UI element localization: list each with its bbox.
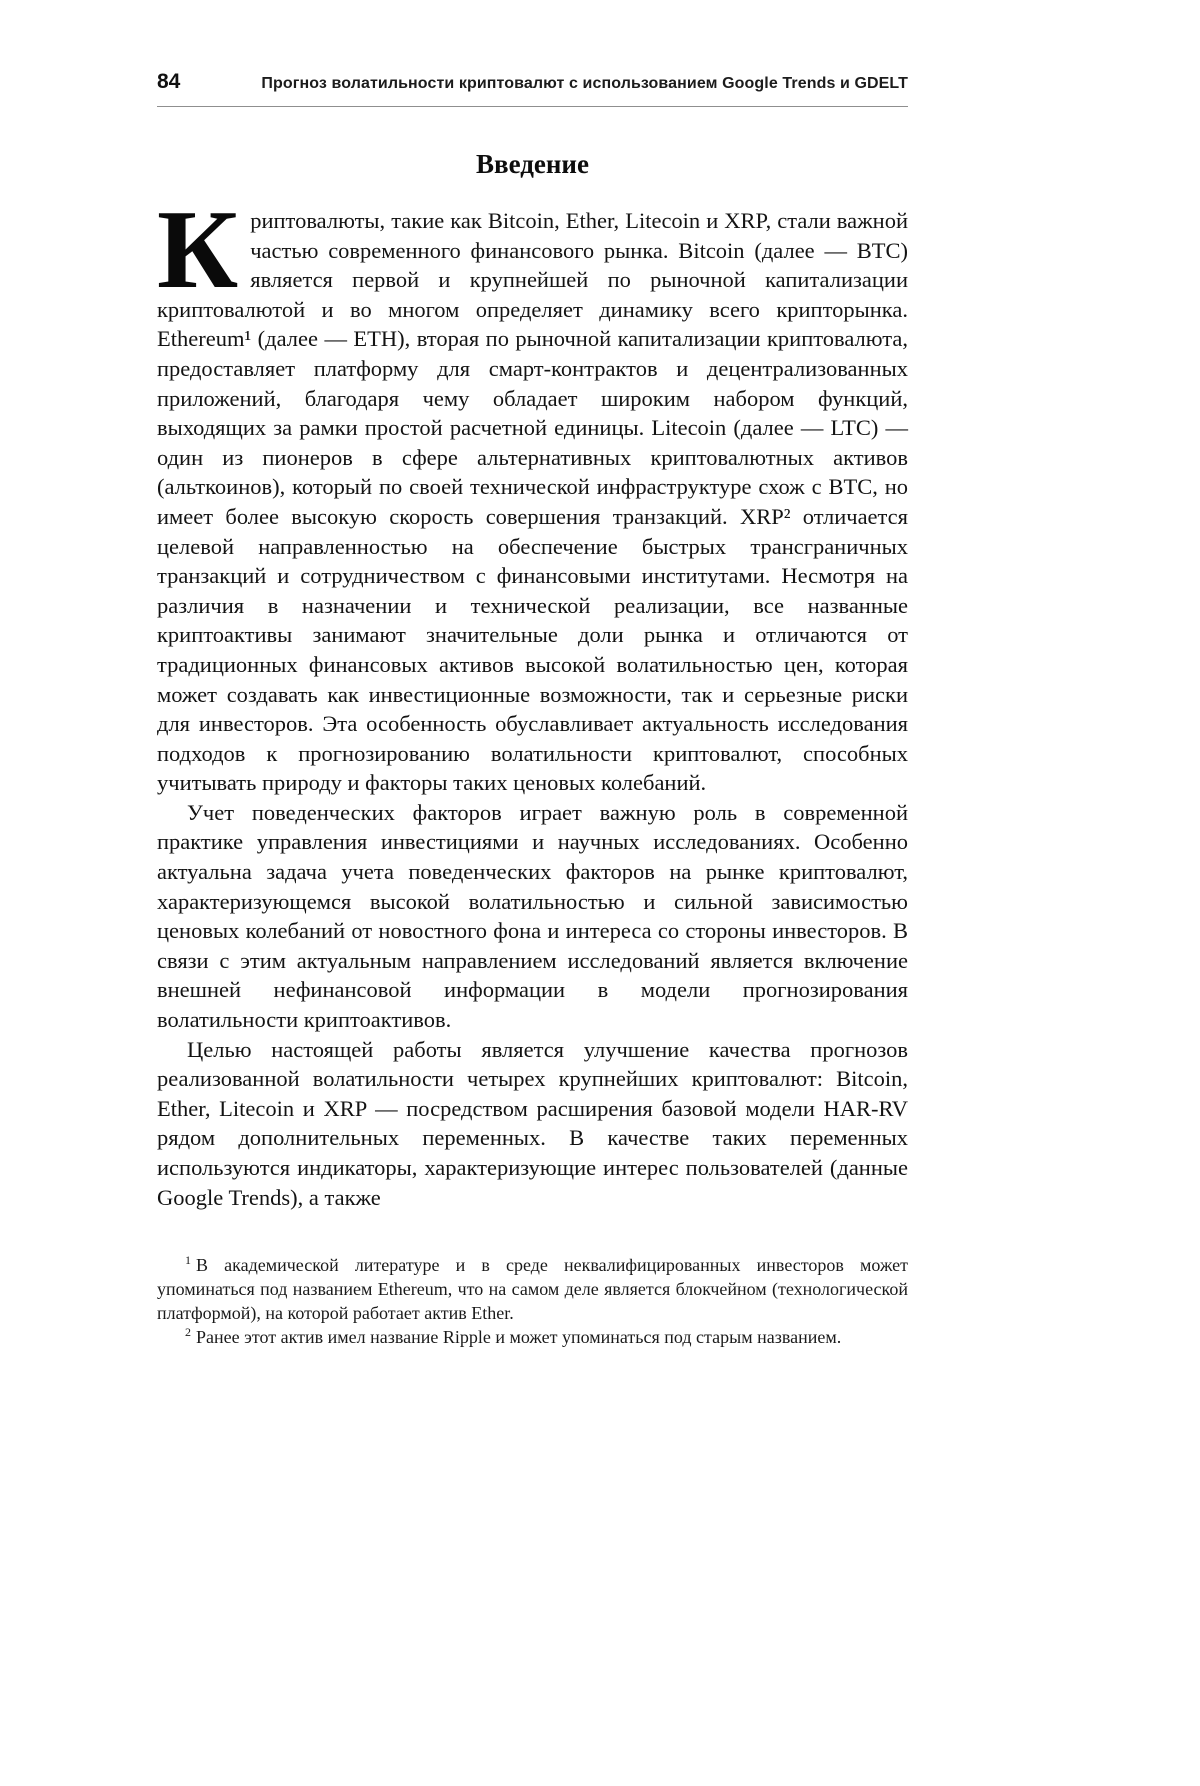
running-head: Прогноз волатильности криптовалют с использованием Google Trends и GDELT — [261, 75, 908, 92]
footnote-2 — [157, 1326, 908, 1350]
page-body — [157, 149, 908, 1212]
drop-cap: К — [157, 188, 239, 312]
paragraph-intro — [157, 188, 908, 798]
paragraph-behavioral-factors: Учет поведенческих факторов играет важную роль в современной практике управления инвестициями и научных исследованиях. Особенно актуальна задача учета поведенческих факторов на рынке криптовалют, характеризующемся высокой волатильностью и сильной зависимостью ценовых колебаний от новостного фона и интереса со стороны инвесторов. В связи с этим актуальным направлением исследований является включение внешней нефинансовой информации в модели прогнозирования волатильности криптоактивов. — [157, 799, 908, 1033]
footnotes-block — [157, 1254, 908, 1349]
footnote-2-marker: 2 — [185, 1324, 191, 1339]
paragraph-intro-text: риптовалюты, такие как Bitcoin, Ether, Litecoin и XRP, стали важной частью современного финансового рынка. Bitcoin (далее — BTC) является первой и крупнейшей по рыночной капитализации криптовалютой и во многом определяет динамику всего крипторынка. Ethereum¹ (далее — ETH), вторая по рыночной капитализации криптовалюта, предоставляет платформу для смарт-контрактов и децентрализованных приложений, благодаря чему обладает широким набором функций, выходящих за рамки простой расчетной единицы. Litecoin (далее — LTC) — один из пионеров в сфере альтернативных криптовалютных активов (альткоинов), который по своей технической инфраструктуре схож с BTC, но имеет более высокую скорость совершения транзакций. XRP² отличается целевой направленностью на обеспечение быстрых трансграничных транзакций и сотрудничеством с финансовыми институтами. Несмотря на различия в назначении и технической реализации, все названные криптоактивы занимают значительные доли рынка и отличаются от традиционных финансовых активов высокой волатильностью цен, которая может создавать как инвестиционные возможности, так и серьезные риски для инвесторов. Эта особенность обуславливает актуальность исследования подходов к прогнозированию волатильности криптовалют, способных учитывать природу и факторы таких ценовых колебаний. — [157, 208, 908, 796]
paragraph-goal: Целью настоящей работы является улучшение качества прогнозов реализованной волатильности четырех крупнейших криптовалют: Bitcoin, Ether, Litecoin и XRP — посредством расширения базовой модели HAR-RV рядом дополнительных переменных. В качестве таких переменных используются индикаторы, характеризующие интерес пользователей (данные Google Trends), а также — [157, 1036, 908, 1210]
footnote-1-marker: 1 — [185, 1253, 191, 1268]
section-title: Введение — [476, 149, 589, 179]
footnote-2-text: Ранее этот актив имел название Ripple и может упоминаться под старым названием. — [196, 1326, 842, 1347]
page-header — [157, 70, 908, 107]
page-number: 84 — [157, 70, 181, 93]
footnote-1 — [157, 1254, 908, 1325]
footnote-1-text: В академической литературе и в среде неквалифицированных инвесторов может упоминаться под названием Ethereum, что на самом деле является блокчейном (технологической платформой), на которой работает актив Ether. — [157, 1255, 908, 1323]
